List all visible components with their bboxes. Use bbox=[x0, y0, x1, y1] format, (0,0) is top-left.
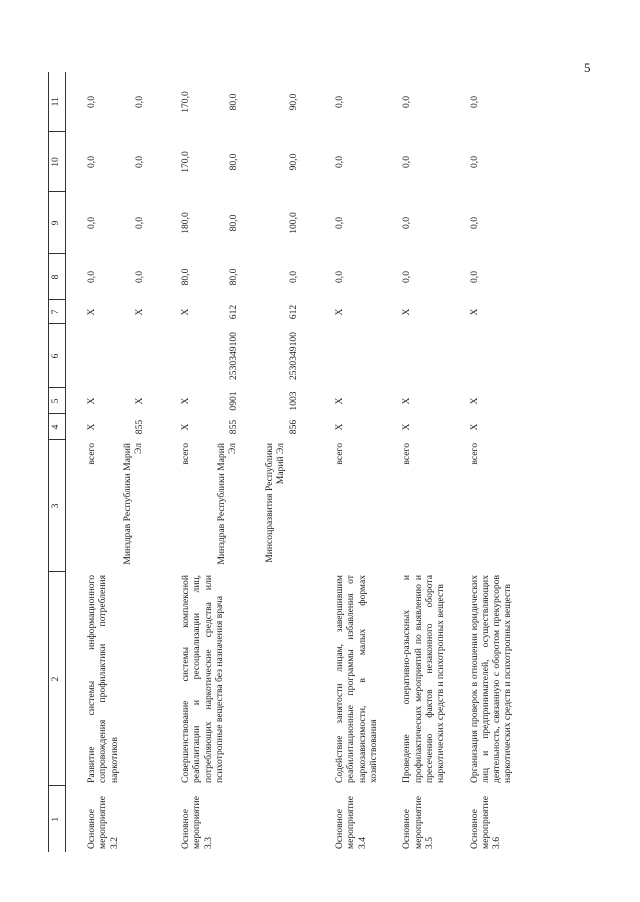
cell-c5 bbox=[318, 388, 385, 414]
column-header-2: 2 bbox=[49, 572, 66, 786]
value-cell: Х bbox=[468, 423, 480, 431]
column-header-9: 9 bbox=[49, 192, 66, 254]
value-cell: 90,0 bbox=[288, 153, 299, 171]
cell-c8 bbox=[453, 254, 520, 300]
cell-c6 bbox=[318, 324, 385, 388]
cell-c5 bbox=[164, 388, 318, 414]
column-header-8: 8 bbox=[49, 254, 66, 300]
value-cell: 856 bbox=[288, 419, 299, 435]
value-cell: 0,0 bbox=[334, 156, 345, 168]
value-cell: Х bbox=[401, 397, 413, 405]
column-header-4: 4 bbox=[49, 414, 66, 440]
cell-c11 bbox=[164, 72, 318, 132]
value-cell bbox=[469, 327, 481, 385]
value-cell: 0,0 bbox=[468, 96, 480, 108]
cell-c9 bbox=[164, 192, 318, 254]
cell-c10 bbox=[66, 132, 165, 192]
value-cell: 0,0 bbox=[86, 96, 97, 108]
value-cell: 0,0 bbox=[401, 156, 413, 168]
value-cell: Х bbox=[334, 397, 345, 405]
value-cell: 100,0 bbox=[288, 212, 299, 234]
value-cell: 0,0 bbox=[288, 271, 299, 283]
measure-description: Содействие занятости лицам, завершившим реабилитационные программы избавления от наркозависимости, в малых формах хозяйствования bbox=[334, 575, 379, 783]
value-cell bbox=[334, 327, 346, 385]
cell-c8 bbox=[66, 254, 165, 300]
cell-executor bbox=[164, 440, 318, 572]
cell-c8 bbox=[318, 254, 385, 300]
value-cell: 2530349100 bbox=[228, 332, 239, 380]
value-cell: 0,0 bbox=[134, 217, 145, 229]
executor-name: Минздрав Республики Марий Эл bbox=[122, 443, 145, 565]
cell-c9 bbox=[66, 192, 165, 254]
executor-name: всего bbox=[334, 443, 345, 465]
value-cell: 90,0 bbox=[288, 93, 299, 111]
value-cell: 855 bbox=[134, 419, 145, 435]
value-cell bbox=[86, 327, 98, 385]
rotated-table-wrapper bbox=[48, 72, 608, 852]
cell-c9 bbox=[385, 192, 452, 254]
cell-c5 bbox=[66, 388, 165, 414]
cell-c11 bbox=[385, 72, 452, 132]
column-header-6: 6 bbox=[49, 324, 66, 388]
cell-c11 bbox=[66, 72, 165, 132]
executor-name: всего bbox=[468, 443, 480, 465]
value-cell: 0,0 bbox=[334, 96, 345, 108]
value-cell: 2530349100 bbox=[288, 332, 299, 380]
value-cell: Х bbox=[134, 308, 145, 316]
value-cell: Х bbox=[86, 397, 97, 405]
cell-c10 bbox=[164, 132, 318, 192]
cell-c7 bbox=[66, 300, 165, 324]
cell-c7 bbox=[385, 300, 452, 324]
column-number-row bbox=[49, 72, 66, 852]
value-cell bbox=[122, 327, 158, 385]
value-cell bbox=[401, 327, 413, 385]
table-row bbox=[318, 72, 385, 852]
cell-executor bbox=[385, 440, 452, 572]
cell-c7 bbox=[318, 300, 385, 324]
cell-executor bbox=[453, 440, 520, 572]
value-cell: 0,0 bbox=[401, 217, 413, 229]
column-header-5: 5 bbox=[49, 388, 66, 414]
value-cell: Х bbox=[401, 423, 413, 431]
value-cell: 0,0 bbox=[334, 271, 345, 283]
cell-executor bbox=[66, 440, 165, 572]
value-cell: Х bbox=[180, 308, 191, 316]
measure-code: Основное мероприятие 3.2 bbox=[86, 796, 120, 849]
value-cell: 170,0 bbox=[180, 91, 191, 113]
cell-c5 bbox=[453, 388, 520, 414]
value-cell: Х bbox=[401, 308, 413, 316]
cell-c4 bbox=[385, 414, 452, 440]
cell-c9 bbox=[318, 192, 385, 254]
column-header-3: 3 bbox=[49, 440, 66, 572]
value-cell: 0,0 bbox=[134, 271, 145, 283]
measure-description: Развитие системы информационного сопровождения профилактики потребления наркотиков bbox=[86, 575, 120, 783]
cell-executor bbox=[318, 440, 385, 572]
measure-description: Совершенствование системы комплексной реабилитации и ресоциализации лиц, потребляющих наркотические средства или психотропные вещества без назначения врача bbox=[180, 575, 225, 783]
cell-c10 bbox=[385, 132, 452, 192]
value-cell: 0,0 bbox=[134, 96, 145, 108]
measure-code: Основное мероприятие 3.3 bbox=[180, 796, 214, 849]
column-header-10: 10 bbox=[49, 132, 66, 192]
cell-c8 bbox=[164, 254, 318, 300]
value-cell: Х bbox=[180, 423, 191, 431]
column-header-11: 11 bbox=[49, 72, 66, 132]
value-cell bbox=[180, 327, 192, 385]
value-cell: 0,0 bbox=[468, 217, 480, 229]
measure-code: Основное мероприятие 3.5 bbox=[401, 796, 435, 849]
cell-c6 bbox=[385, 324, 452, 388]
value-cell: 180,0 bbox=[180, 212, 191, 234]
value-cell: 0,0 bbox=[401, 271, 413, 283]
table-row bbox=[66, 72, 165, 852]
table-body bbox=[66, 72, 520, 852]
page-number: 5 bbox=[584, 60, 591, 75]
cell-c7 bbox=[164, 300, 318, 324]
column-header-7: 7 bbox=[49, 300, 66, 324]
budget-table bbox=[48, 72, 520, 852]
cell-c6 bbox=[453, 324, 520, 388]
value-cell: Х bbox=[334, 423, 345, 431]
executor-name: всего bbox=[86, 443, 97, 465]
value-cell: Х bbox=[468, 308, 480, 316]
cell-c4 bbox=[318, 414, 385, 440]
measure-code: Основное мероприятие 3.4 bbox=[334, 796, 368, 849]
measure-description: Организация проверок в отношении юридических лиц и предпринимателей, осуществляющих деятельность, связанную с оборотом прекурсоров наркотических средств и психотропных веществ bbox=[468, 575, 514, 783]
cell-c6 bbox=[164, 324, 318, 388]
table-row bbox=[164, 72, 318, 852]
value-cell: 0,0 bbox=[86, 217, 97, 229]
executor-name: Минздрав Республики Марий Эл bbox=[216, 443, 239, 565]
cell-c9 bbox=[453, 192, 520, 254]
value-cell: 80,0 bbox=[228, 153, 239, 171]
executor-name: Минсоцразвития Республики Марий Эл bbox=[264, 443, 287, 563]
cell-c4 bbox=[453, 414, 520, 440]
value-cell: Х bbox=[468, 397, 480, 405]
measure-code: Основное мероприятие 3.6 bbox=[468, 796, 503, 849]
executor-name: всего bbox=[180, 443, 191, 465]
value-cell: 0,0 bbox=[86, 156, 97, 168]
cell-c11 bbox=[453, 72, 520, 132]
value-cell: Х bbox=[86, 423, 97, 431]
cell-c7 bbox=[453, 300, 520, 324]
value-cell: 170,0 bbox=[180, 151, 191, 173]
executor-name: всего bbox=[401, 443, 413, 465]
value-cell: 80,0 bbox=[228, 268, 239, 286]
value-cell: 0901 bbox=[228, 391, 239, 411]
cell-c11 bbox=[318, 72, 385, 132]
table-row bbox=[385, 72, 452, 852]
value-cell: 0,0 bbox=[134, 156, 145, 168]
cell-c10 bbox=[453, 132, 520, 192]
cell-c4 bbox=[164, 414, 318, 440]
value-cell: 80,0 bbox=[228, 93, 239, 111]
value-cell: 0,0 bbox=[86, 271, 97, 283]
value-cell: 0,0 bbox=[468, 271, 480, 283]
value-cell: 612 bbox=[288, 304, 299, 320]
value-cell: 80,0 bbox=[180, 268, 191, 286]
measure-description: Проведение оперативно-разыскных и профилактических мероприятий по выявлению и пресечению фактов незаконного оборота наркотических средств и психотропных веществ bbox=[401, 575, 447, 783]
value-cell: 855 bbox=[228, 419, 239, 435]
column-header-1: 1 bbox=[49, 786, 66, 852]
value-cell: Х bbox=[180, 397, 191, 405]
value-cell: Х bbox=[86, 308, 97, 316]
cell-c5 bbox=[385, 388, 452, 414]
value-cell: 612 bbox=[228, 304, 239, 320]
value-cell: 0,0 bbox=[401, 96, 413, 108]
cell-c10 bbox=[318, 132, 385, 192]
value-cell: Х bbox=[334, 308, 345, 316]
value-cell: 80,0 bbox=[228, 214, 239, 232]
value-cell: Х bbox=[134, 397, 145, 405]
table-row bbox=[453, 72, 520, 852]
cell-c8 bbox=[385, 254, 452, 300]
cell-c4 bbox=[66, 414, 165, 440]
value-cell: 1003 bbox=[288, 391, 299, 411]
value-cell: 0,0 bbox=[334, 217, 345, 229]
cell-c6 bbox=[66, 324, 165, 388]
value-cell: 0,0 bbox=[468, 156, 480, 168]
